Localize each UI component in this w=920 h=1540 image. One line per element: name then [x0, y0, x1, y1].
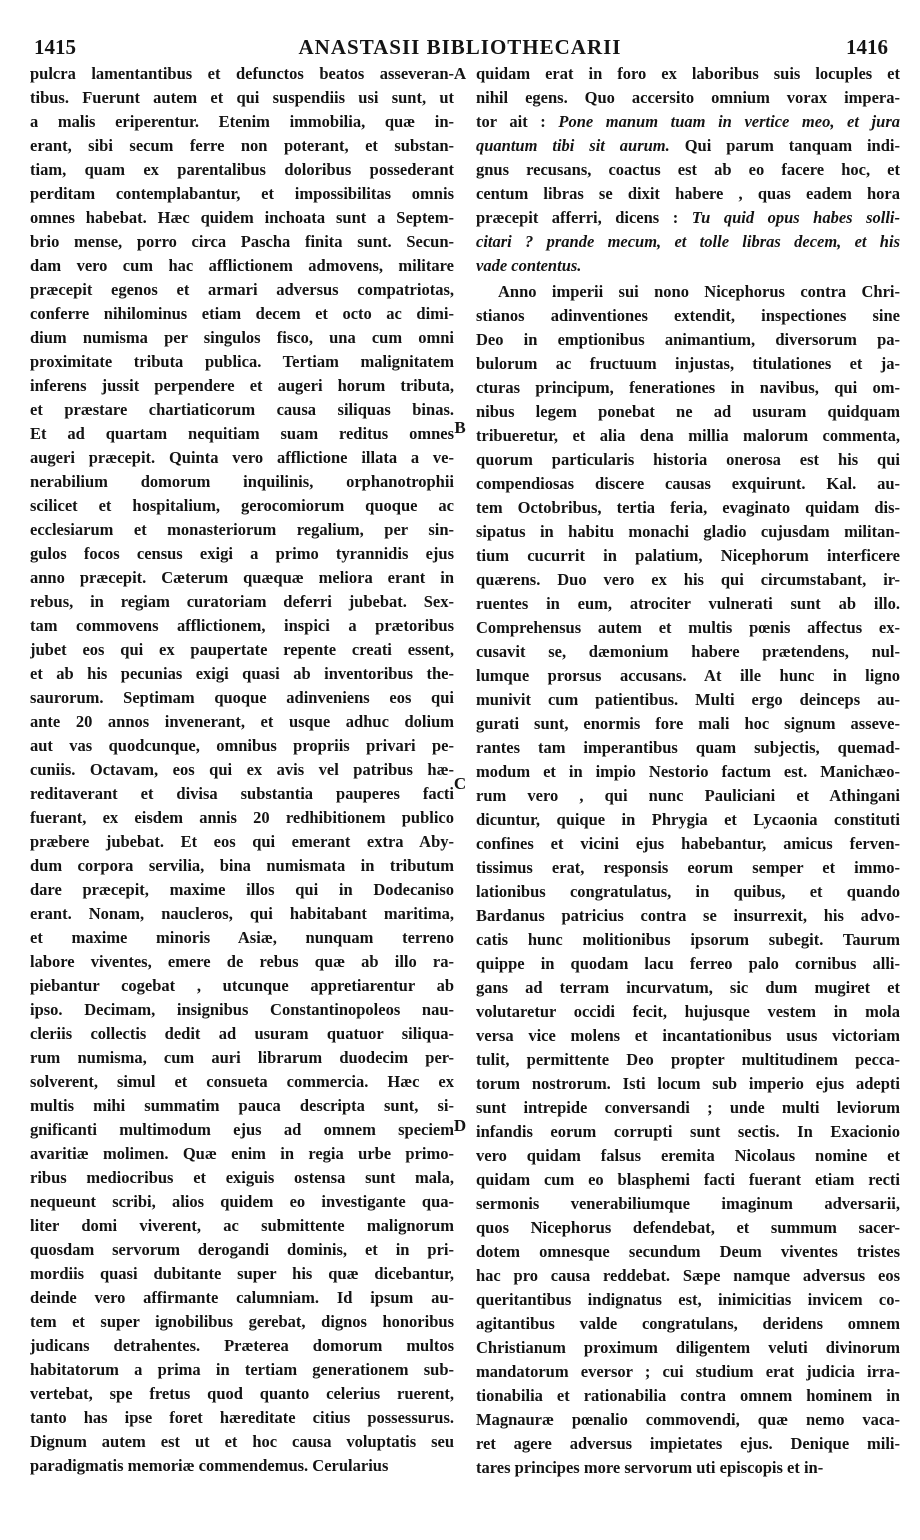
text-line: erant, sibi secum ferre non poterant, et substan-: [30, 136, 454, 155]
text-line: nerabilium domorum inquilinis, orphanotrophii: [30, 472, 454, 491]
text-line: et maxime minoris Asiæ, nunquam terreno: [30, 928, 454, 947]
text-line: Christianum proximum diligentem veluti divinorum: [476, 1338, 900, 1357]
text-line: vade contentus.: [476, 256, 582, 275]
text-line: præbere jubebat. Et eos qui emerant extra Aby-: [30, 832, 454, 851]
text-line: augeri præcepit. Quinta vero afflictione illata a ve-: [30, 448, 454, 467]
text-line: tares principes more servorum uti episcopis et in-: [476, 1458, 824, 1477]
text-line: et præstare chartiaticorum causa siliquas binas.: [30, 400, 454, 419]
text-line: dicuntur, quique in Phrygia et Lycaonia constituti: [476, 810, 900, 829]
text-line: tribueretur, et alia dena millia malorum commenta,: [476, 426, 900, 445]
text-line: cuniis. Octavam, eos qui ex avis vel patribus hæ-: [30, 760, 454, 779]
text-line: avaritiæ molimen. Quæ enim in regia urbe primo-: [30, 1144, 454, 1163]
text-line: sipatus in habitu monachi gladio cujusdam militan-: [476, 522, 900, 541]
text-line: liter domi viverent, ac submittente malignorum: [30, 1216, 454, 1235]
text-line: tem Octobribus, tertia feria, evaginato quidam dis-: [476, 498, 900, 517]
text-line: quantum tibi sit aurum. Qui parum tanquam indi-: [476, 136, 900, 155]
section-marker-a: A: [453, 64, 467, 83]
text-line: pulcra lamentantibus et defunctos beatos asseveran-: [30, 64, 454, 83]
section-marker-b: B: [454, 418, 466, 437]
text-line: munivit cum patientibus. Multi ergo deinceps au-: [476, 690, 900, 709]
text-line: quippe in quodam lacu ferreo palo cornibus alli-: [476, 954, 900, 973]
section-marker-d: D: [453, 1116, 467, 1135]
text-line: lumque prorsus accusans. At ille hunc in ligno: [476, 666, 900, 685]
text-line: rebus, in regiam curatoriam deferri jubebat. Sex-: [30, 592, 454, 611]
text-line: erant. Nonam, naucleros, qui habitabant maritima,: [30, 904, 454, 923]
text-line: solverent, simul et consueta commercia. Hæc ex: [30, 1072, 454, 1091]
text-line: confines et vicini ejus habebantur, amicus ferven-: [476, 834, 900, 853]
text-line: ribus mediocribus et exiguis ostensa sunt mala,: [30, 1168, 454, 1187]
right-column: [476, 62, 900, 1480]
left-column: [30, 62, 454, 1478]
text-line: anno præcepit. Cæterum quæquæ meliora erant in: [30, 568, 454, 587]
text-line: tor ait : Pone manum tuam in vertice meo, et jura: [476, 112, 900, 131]
text-line: gurati sunt, enormis fore mali hoc signum asseve-: [476, 714, 900, 733]
text-line: gulos focos census exigi a primo tyrannidis ejus: [30, 544, 454, 563]
text-line: vero quidam falsus eremita Nicolaus nomine et: [476, 1146, 900, 1165]
text-line: tulit, permittente Deo propter multitudinem pecca-: [476, 1050, 900, 1069]
text-line: ruentes in eum, atrociter vulnerati sunt ab illo.: [476, 594, 900, 613]
text-line: ante 20 annos invenerant, et usque adhuc dolium: [30, 712, 454, 731]
text-line: tibus. Fuerunt autem et qui suspendiis usi sunt, ut: [30, 88, 454, 107]
text-line: et ab his pecunias exigi quasi ab inventoribus the-: [30, 664, 454, 683]
text-line: Magnauræ pœnalio commovendi, quæ nemo vaca-: [476, 1410, 900, 1429]
text-line: quorum particularis historia onerosa est his qui: [476, 450, 900, 469]
text-line: nequeunt scribi, alios quidem eo investigante qua-: [30, 1192, 454, 1211]
text-line: judicans detrahentes. Præterea domorum multos: [30, 1336, 454, 1355]
text-line: inferens jussit perpendere et augeri horum tributa,: [30, 376, 454, 395]
text-line: multis mihi summatim pauca descripta sunt, si-: [30, 1096, 454, 1115]
text-line: quosdam servorum derogandi dominis, et in pri-: [30, 1240, 454, 1259]
text-line: labore viventes, emere de rebus quæ ab illo ra-: [30, 952, 454, 971]
text-line: præcepit afferri, dicens : Tu quid opus habes solli-: [476, 208, 900, 227]
text-line: rantes tam imperantibus quam subjectis, quemad-: [476, 738, 900, 757]
text-line: versa vice molens et incantationibus usus victoriam: [476, 1026, 900, 1045]
text-line: infandis eorum corrupti sunt sectis. In Exacionio: [476, 1122, 900, 1141]
text-line: tam commovens afflictionem, inspici a prætoribus: [30, 616, 454, 635]
text-line: cusavit se, dæmonium habere prætendens, nul-: [476, 642, 900, 661]
text-line: hac pro causa reddebat. Sæpe namque adversus eos: [476, 1266, 900, 1285]
text-line: quos Nicephorus defendebat, et summum sacer-: [476, 1218, 900, 1237]
text-line: tionabilia et rationabilia contra omnem hominem in: [476, 1386, 900, 1405]
text-line: Et ad quartam nequitiam suam reditus omnes: [30, 424, 454, 443]
text-line: saurorum. Septimam quoque adinveniens eos qui: [30, 688, 454, 707]
text-line: tiam, quam ex parentalibus doloribus possederant: [30, 160, 454, 179]
text-line: fuerant, ex eisdem annis 20 redhibitionem publico: [30, 808, 454, 827]
text-line: dam vero cum hac afflictionem admovens, militare: [30, 256, 454, 275]
text-line: quidam erat in foro ex laboribus suis locuples et: [476, 64, 900, 83]
text-line: scilicet et hospitalium, gerocomiorum quoque ac: [30, 496, 454, 515]
text-line: dium numisma per singulos fisco, una cum omni: [30, 328, 454, 347]
running-title: ANASTASII BIBLIOTHECARII: [298, 35, 622, 59]
text-line: lationibus congratulatus, in quibus, et quando: [476, 882, 900, 901]
text-line: agitantibus valde congratulans, deridens omnem: [476, 1314, 900, 1333]
text-line: catis hunc molitionibus ipsorum subegit. Taurum: [476, 930, 900, 949]
text-line: dotem omnesque secundum Deum viventes tristes: [476, 1242, 900, 1261]
text-line: compendiosas discere causas exquirunt. Kal. au-: [476, 474, 900, 493]
text-line: Dignum autem est ut et hoc causa voluptatis seu: [30, 1432, 454, 1451]
text-line: perditam contemplabantur, et impossibilitas omnis: [30, 184, 454, 203]
text-line: habitatorum a prima in tertiam generationem sub-: [30, 1360, 454, 1379]
text-line: paradigmatis memoriæ commendemus. Cerularius: [30, 1456, 389, 1475]
text-line: mandatorum eversor ; cui studium erat judicia irra-: [476, 1362, 900, 1381]
page-header: [30, 32, 890, 62]
text-line: Deo in emptionibus animantium, diversorum pa-: [476, 330, 900, 349]
text-line: proximitate tributa publica. Tertiam malignitatem: [30, 352, 454, 371]
text-line: tium cucurrit in palatium, Nicephorum interficere: [476, 546, 900, 565]
text-line: dum corpora servilia, bina numismata in tributum: [30, 856, 454, 875]
text-line: quærens. Duo vero ex his qui circumstabant, ir-: [476, 570, 900, 589]
text-line: a malis eriperentur. Etenim immobilia, quæ in-: [30, 112, 454, 131]
text-line: tanto has ipse foret hæreditate citius possessurus.: [30, 1408, 454, 1427]
text-line: nihil egens. Quo accersito omnium vorax impera-: [476, 88, 900, 107]
text-line: nibus legem ponebat ne ad usuram quidquam: [476, 402, 900, 421]
text-line: cturas principum, fenerationes in navibus, qui om-: [476, 378, 900, 397]
text-line: Comprehensus autem et multis pœnis affectus ex-: [476, 618, 900, 637]
text-line: torum nostrorum. Isti locum sub imperio ejus adepti: [476, 1074, 900, 1093]
text-line: quidam cum eo blasphemi facti fuerant etiam recti: [476, 1170, 900, 1189]
text-line: stianos adinventiones extendit, inspectiones sine: [476, 306, 900, 325]
text-line: brio mense, porro circa Pascha finita sunt. Secun-: [30, 232, 454, 251]
text-line: gans ad terram incurvatum, sic dum mugiret et: [476, 978, 900, 997]
text-line: rum vero , qui nunc Pauliciani et Athingani: [476, 786, 900, 805]
text-line: Anno imperii sui nono Nicephorus contra Chri-: [498, 282, 900, 301]
text-line: sermonis venerabiliumque imaginum adversarii,: [476, 1194, 900, 1213]
section-marker-c: C: [453, 774, 467, 793]
text-line: gnificanti multimodum ejus ad omnem speciem: [30, 1120, 454, 1139]
text-line: cleriis collectis dedit ad usuram quatuor siliqua-: [30, 1024, 454, 1043]
text-line: citari ? prande mecum, et tolle libras decem, et his: [476, 232, 900, 251]
text-line: bulorum ac fructuum injustas, titulationes et ja-: [476, 354, 900, 373]
text-line: ipso. Decimam, insignibus Constantinopoleos nau-: [30, 1000, 454, 1019]
text-line: conferre nihilominus etiam decem et octo ac dimi-: [30, 304, 454, 323]
page-number-left: 1415: [34, 35, 76, 59]
text-line: dare præcepit, maxime illos qui in Dodecaniso: [30, 880, 454, 899]
text-line: queritantibus indignatus est, inimicitias invicem co-: [476, 1290, 900, 1309]
text-line: ret agere adversus impietates ejus. Denique mili-: [476, 1434, 900, 1453]
text-line: ecclesiarum et monasteriorum regalium, per sin-: [30, 520, 454, 539]
text-line: sunt intrepide conversandi ; unde multi leviorum: [476, 1098, 900, 1117]
text-line: rum numisma, cum auri librarum duodecim per-: [30, 1048, 454, 1067]
text-line: omnes habebat. Hæc quidem inchoata sunt a Septem-: [30, 208, 454, 227]
text-line: centum libras se dixit habere , quas eadem hora: [476, 184, 900, 203]
text-line: præcepit egenos et armari adversus compatriotas,: [30, 280, 454, 299]
text-line: vertebat, spe fretus quod quanto celerius ruerent,: [30, 1384, 454, 1403]
text-line: volutaretur occidi fecit, hujusque vestem in mola: [476, 1002, 900, 1021]
text-line: modum et in impio Nestorio factum est. Manichæo-: [476, 762, 900, 781]
text-line: Bardanus patricius contra se insurrexit, his advo-: [476, 906, 900, 925]
text-line: tem et super ignobilibus gerebat, dignos honoribus: [30, 1312, 454, 1331]
text-line: piebantur cogebat , utcunque appretiarentur ab: [30, 976, 454, 995]
text-line: reditaverant et divisa substantia pauperes facti: [30, 784, 454, 803]
text-line: tissimus erat, responsis eorum semper et immo-: [476, 858, 900, 877]
text-line: jubet eos qui ex paupertate repente creati essent,: [30, 640, 454, 659]
text-line: mordiis quasi dubitante super his quæ dicebantur,: [30, 1264, 454, 1283]
page-number-right: 1416: [846, 35, 888, 59]
text-line: deinde vero affirmante calumniam. Id ipsum au-: [30, 1288, 454, 1307]
text-line: gnus recusans, coactus est ab eo facere hoc, et: [476, 160, 900, 179]
text-line: aut vas quodcunque, omnibus propriis privari pe-: [30, 736, 454, 755]
